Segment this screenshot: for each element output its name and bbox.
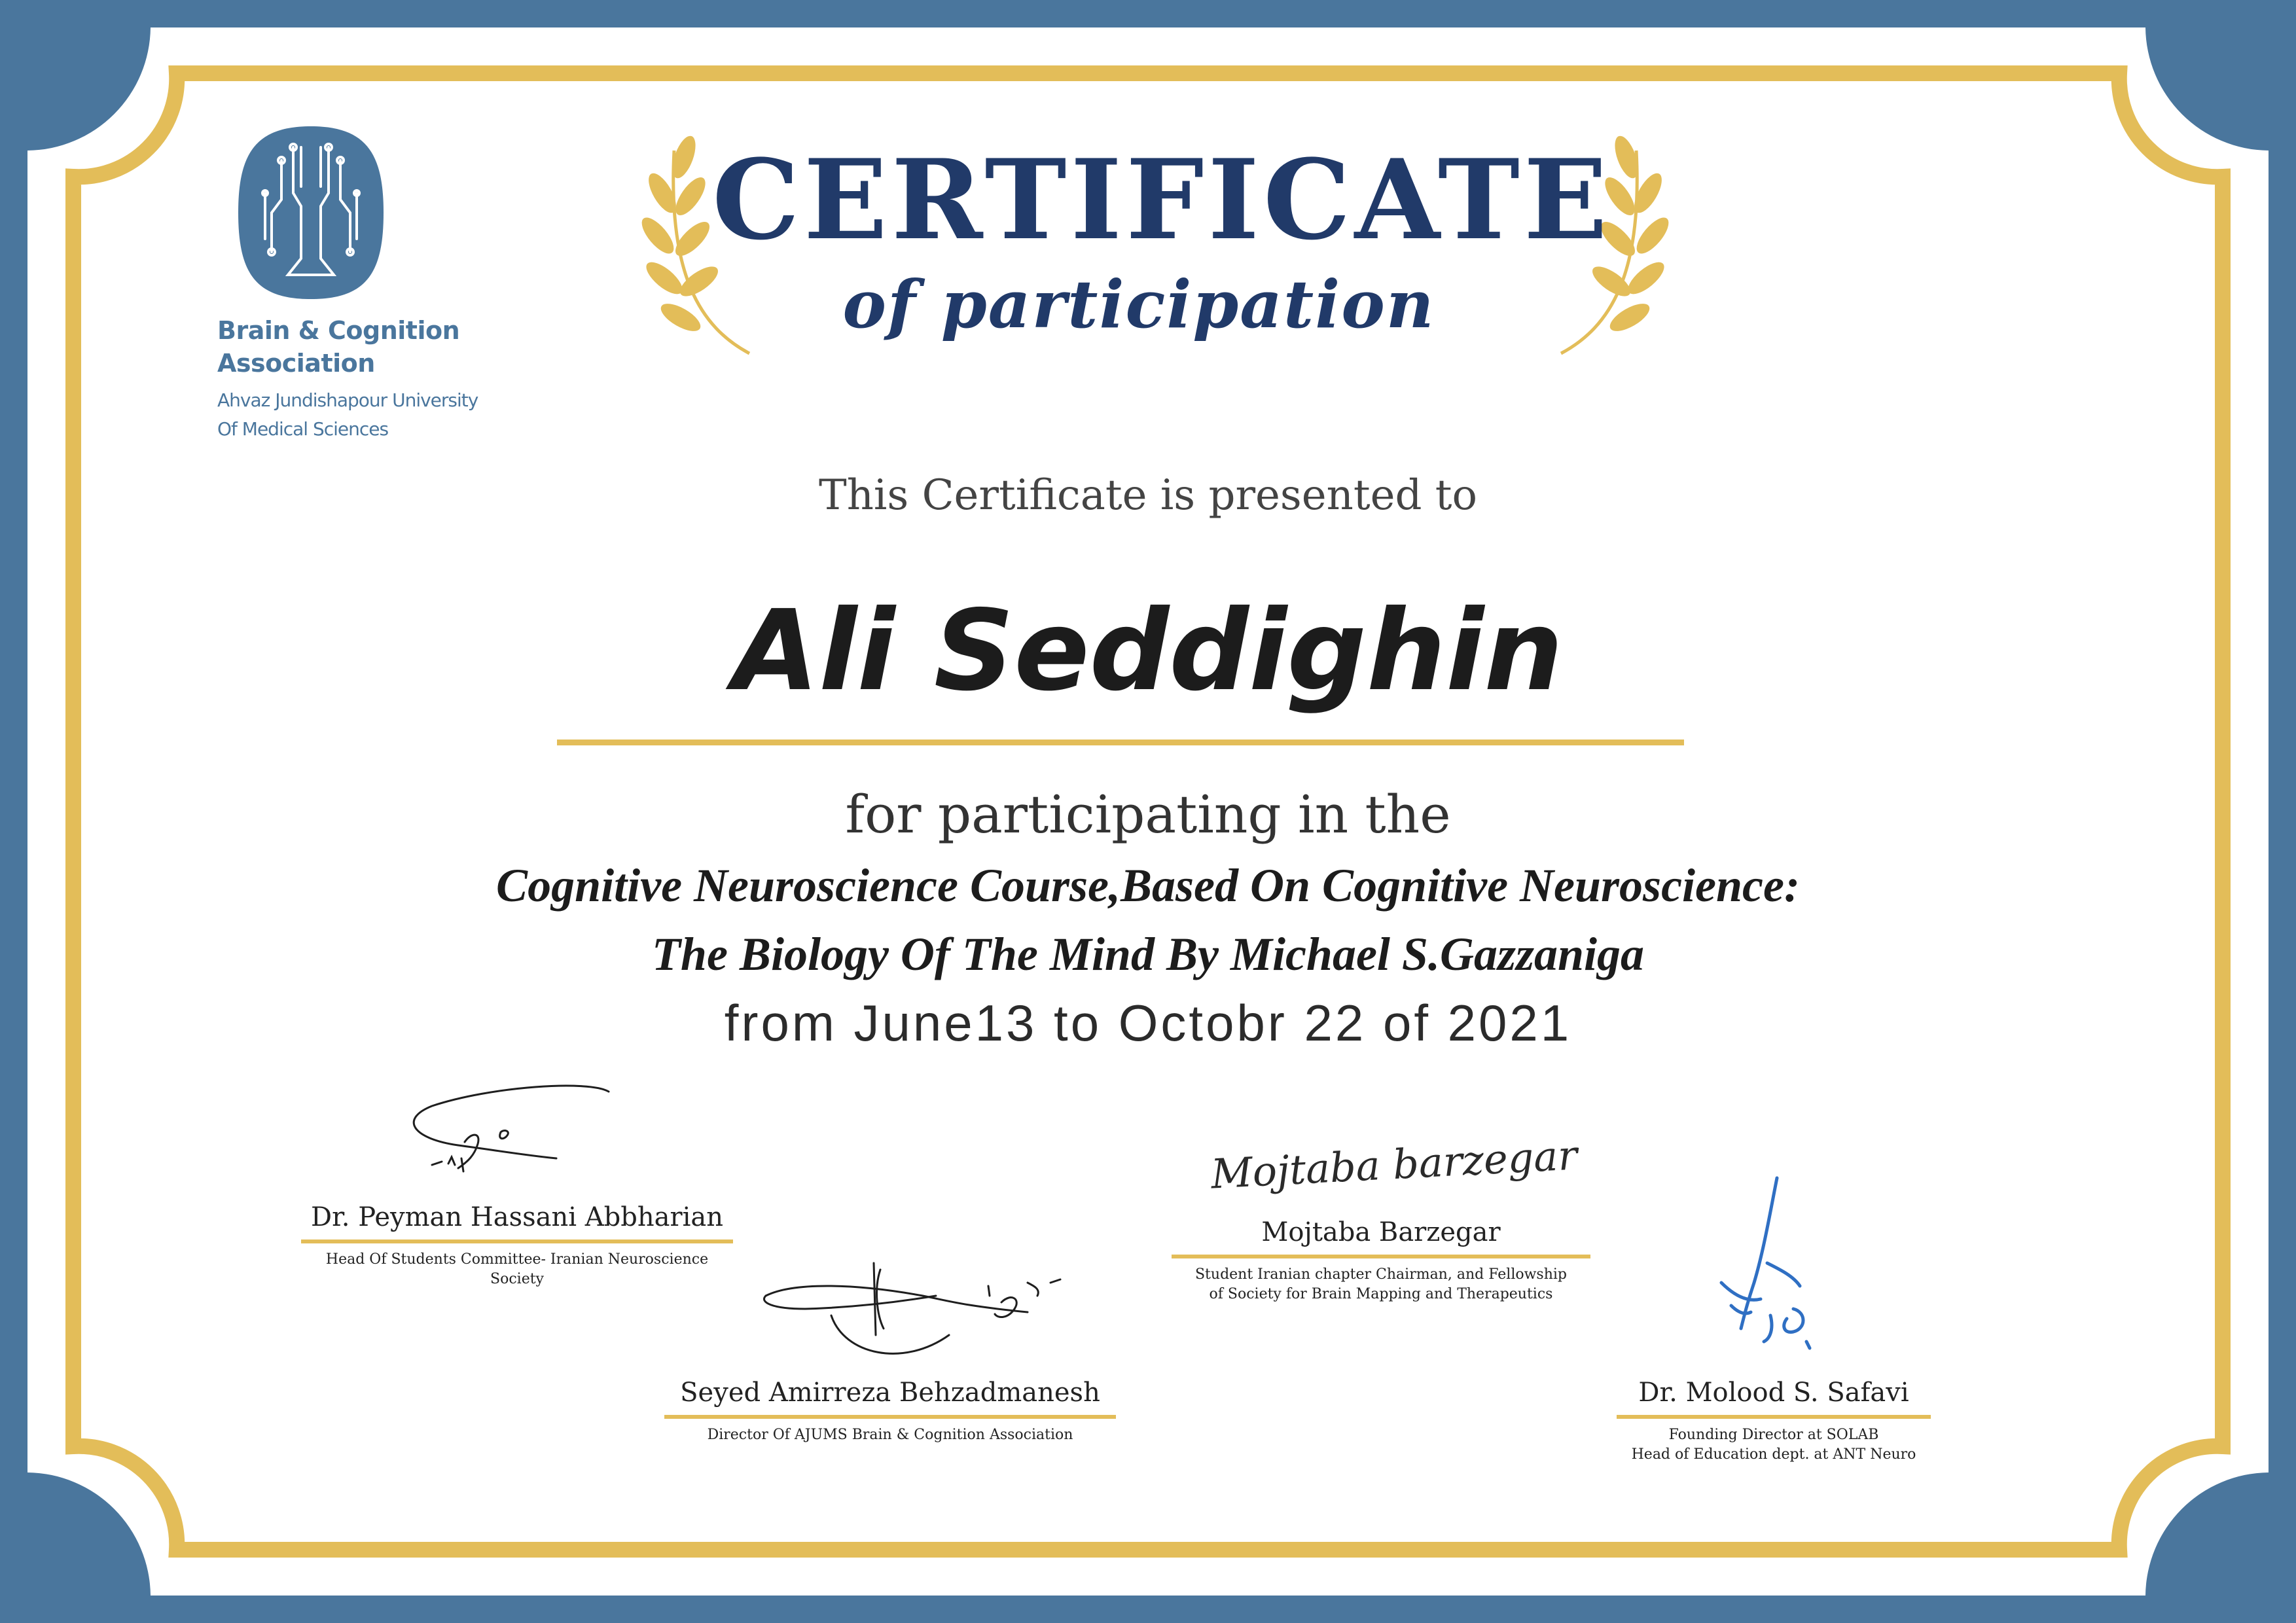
presented-to-text: This Certificate is presented to	[819, 471, 1477, 520]
logo-university-line-2: Of Medical Sciences	[217, 418, 389, 440]
signatory-name: Seyed Amirreza Behzadmanesh	[680, 1378, 1100, 1408]
signatory-role-line-2: Society	[490, 1271, 544, 1287]
logo-university	[217, 386, 492, 444]
certificate-subtitle: of participation	[842, 266, 1435, 343]
signatory-name: Dr. Peyman Hassani Abbharian	[311, 1202, 723, 1232]
reason-text: for participating in the	[845, 784, 1451, 845]
recipient-name: Ali Seddighin	[732, 586, 1564, 716]
signatory-underline	[664, 1415, 1116, 1419]
course-title-line-2: The Biology Of The Mind By Michael S.Gazzaniga	[651, 928, 1645, 980]
signatory-name: Dr. Molood S. Safavi	[1638, 1378, 1909, 1408]
brain-circuit-badge-icon	[236, 121, 386, 304]
signatory-1	[288, 1199, 746, 1289]
signatory-role-line-1: Director Of AJUMS Brain & Cognition Association	[707, 1427, 1073, 1443]
signatory-3	[1139, 1214, 1623, 1304]
blue-handwritten-signature-icon	[1708, 1171, 1826, 1368]
signatory-role-line-1: Head Of Students Committee- Iranian Neuroscience	[325, 1251, 709, 1268]
name-underline	[557, 740, 1684, 745]
handwritten-signature-icon	[393, 1080, 615, 1198]
certificate-title: CERTIFICATE	[712, 135, 1611, 264]
logo-name-line-1: Brain & Cognition	[217, 316, 460, 345]
course-dates: from June13 to Octobr 22 of 2021	[724, 994, 1572, 1052]
signatory-underline	[1617, 1415, 1931, 1419]
signatory-role-line-1: Student Iranian chapter Chairman, and Fellowship	[1194, 1266, 1568, 1283]
signatory-role-line-2: of Society for Brain Mapping and Therapeutics	[1209, 1286, 1553, 1302]
signatory-2	[655, 1374, 1126, 1445]
signatory-underline	[1172, 1255, 1590, 1258]
signatory-underline	[301, 1240, 733, 1243]
signatory-role-line-2: Head of Education dept. at ANT Neuro	[1631, 1446, 1916, 1463]
handwritten-signature-icon	[753, 1257, 1093, 1374]
signature-script: Mojtaba barzegar	[1210, 1131, 1579, 1198]
signatory-role-line-1: Founding Director at SOLAB	[1668, 1427, 1879, 1443]
course-title-line-1: Cognitive Neuroscience Course,Based On Cognitive Neuroscience:	[496, 859, 1800, 912]
signatory-name: Mojtaba Barzegar	[1261, 1217, 1501, 1247]
logo-university-line-1: Ahvaz Jundishapour University	[217, 389, 478, 411]
logo-name-line-2: Association	[217, 349, 375, 378]
signatory-4	[1584, 1374, 1964, 1465]
logo-name	[217, 314, 492, 380]
